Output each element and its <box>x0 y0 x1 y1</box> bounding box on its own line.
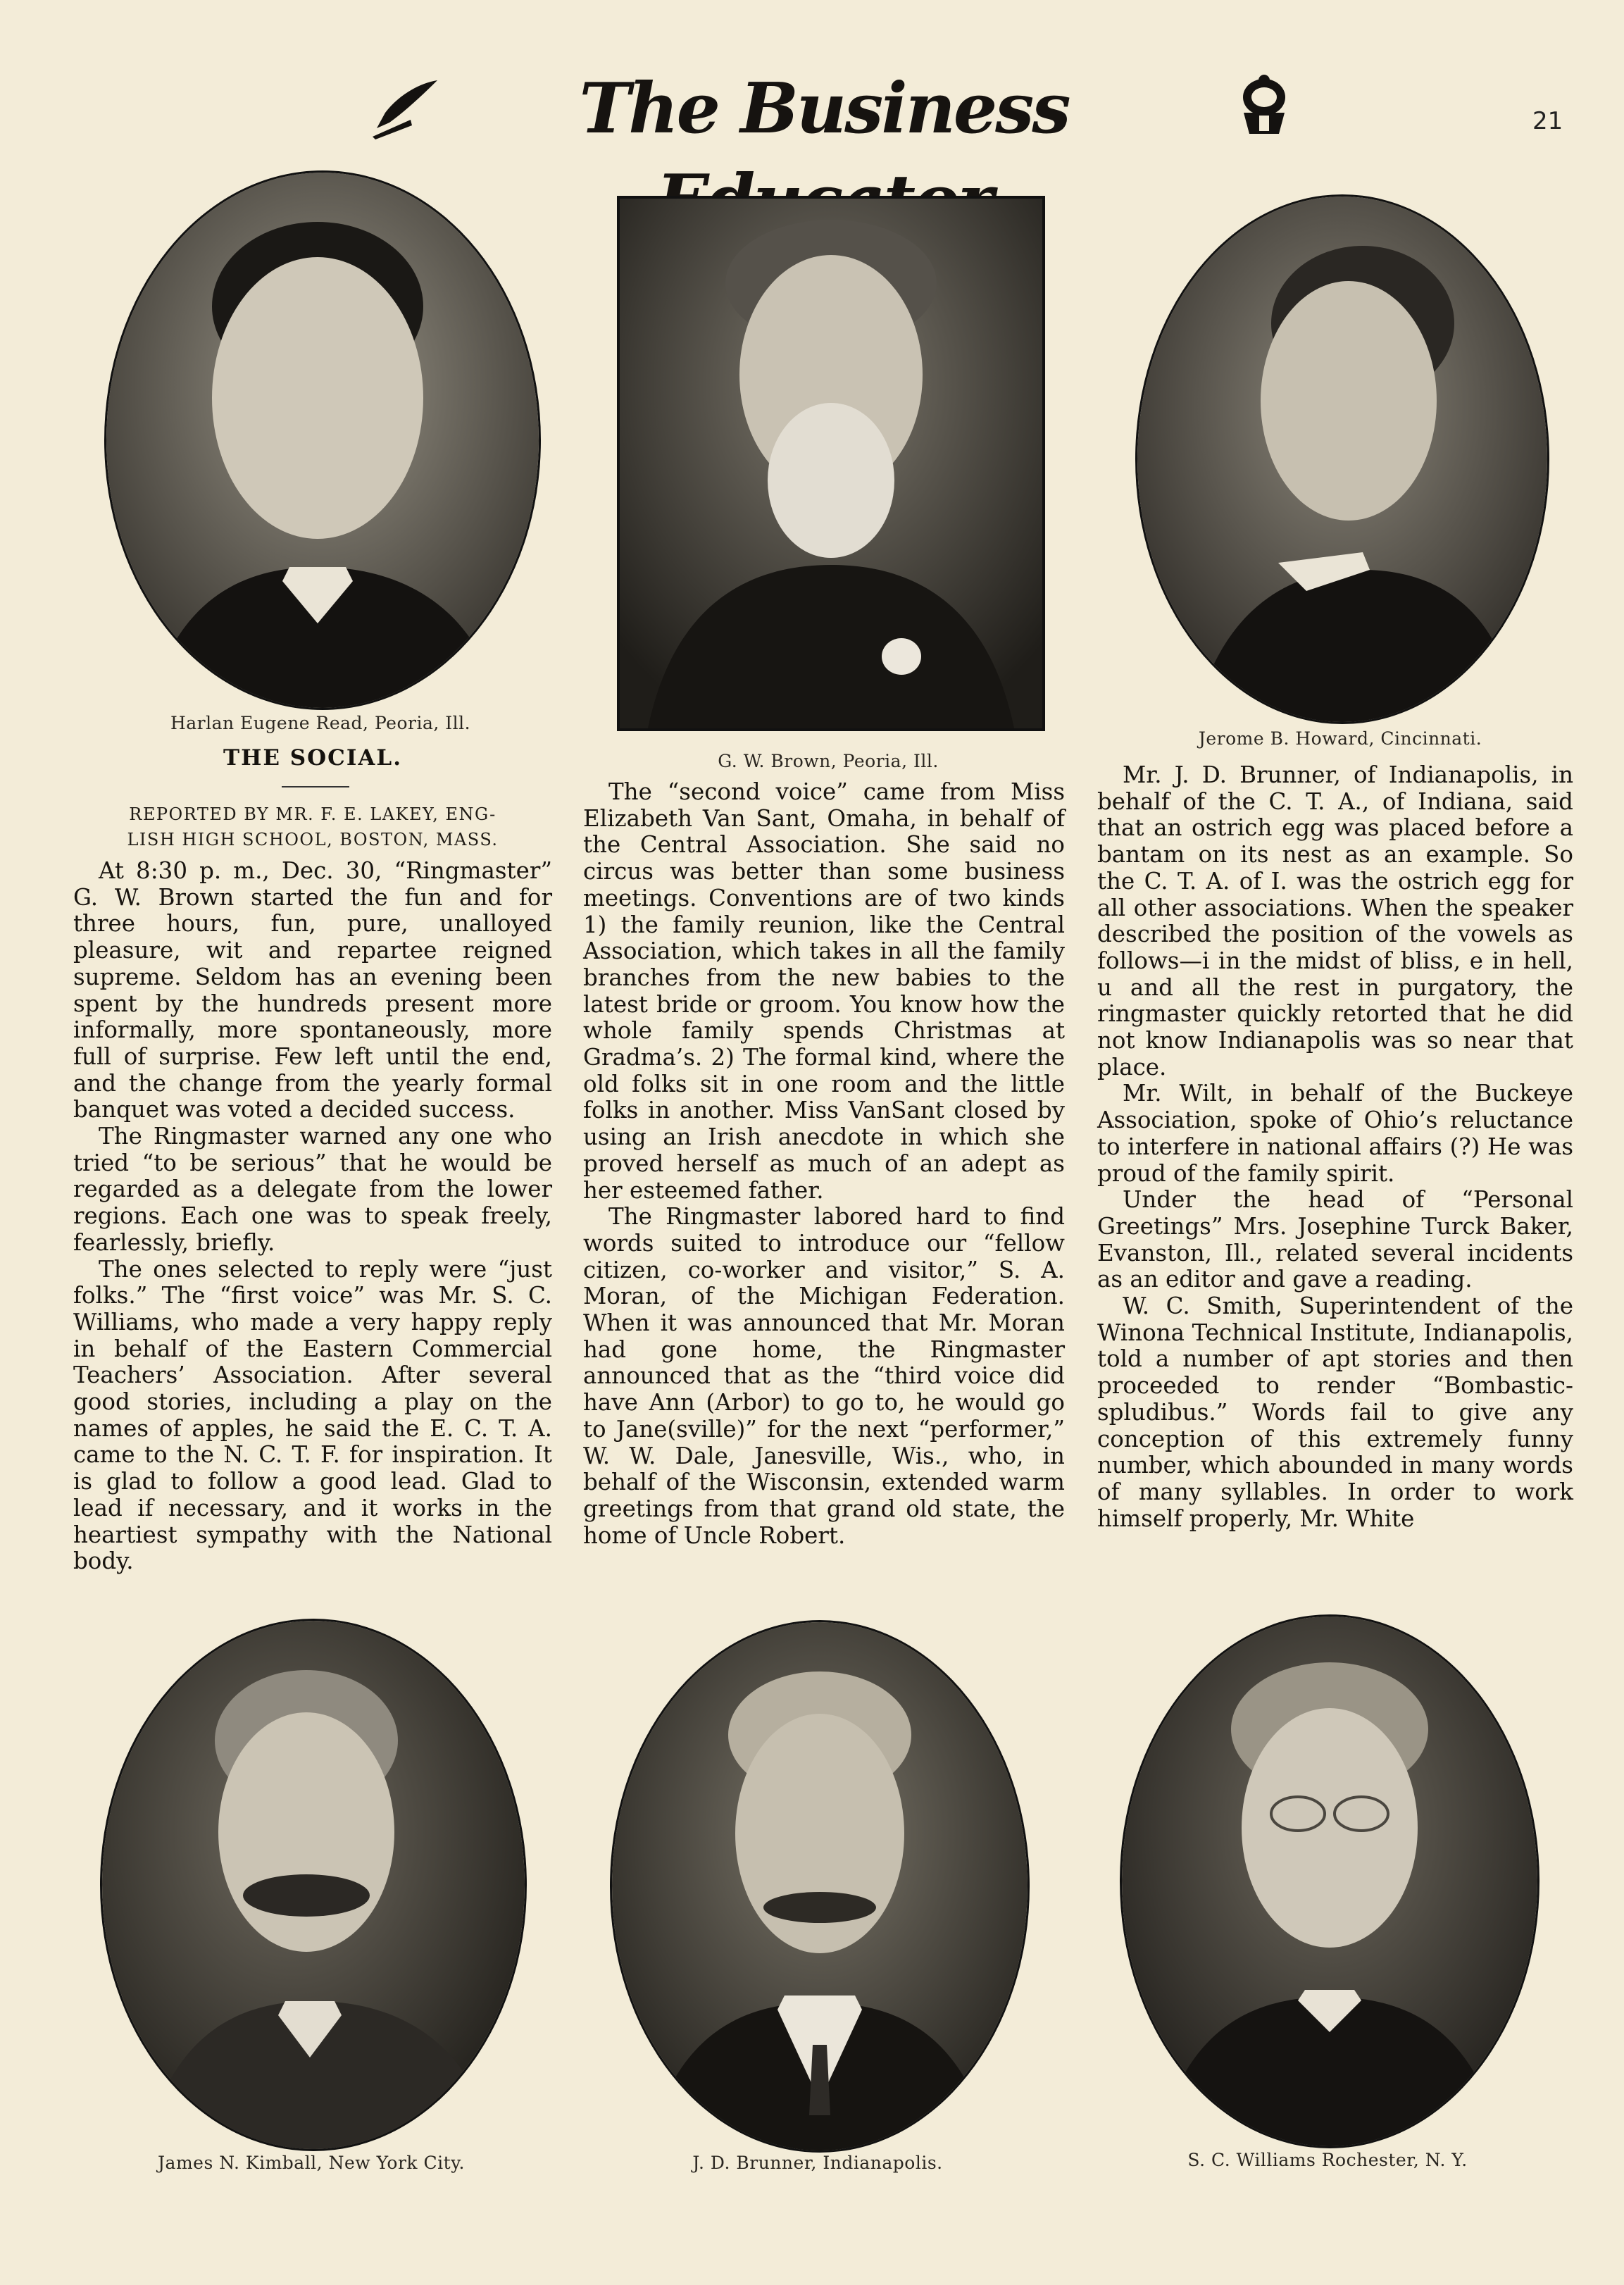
portrait-howard <box>1135 194 1549 724</box>
paragraph: W. C. Smith, Superintendent of the Winona Technical Institute, Indianapolis, told a number of apt stories and then proceeded to render “Bombastic-spludibus.” Words fail to give any conception of this extremely funny number, which abounded in many words of many syllables. In order to work himself properly, Mr. White <box>1097 1293 1573 1532</box>
portrait-read <box>104 170 541 710</box>
emblem-icon <box>1234 73 1294 138</box>
caption-howard: Jerome B. Howard, Cincinnati. <box>1198 728 1482 749</box>
paragraph: Mr. J. D. Brunner, of Indianapolis, in behalf of the C. T. A., of Indiana, said that an ostrich egg was placed before a bantam on its nest as an example. So the C. T. A. of I. was the ostrich egg for all other associations. When the speaker described the position of the vowels as follows—i in the midst of bliss, e in hell, u and all the rest in purgatory, the ringmaster quickly retorted that he did not know Indianapolis was so near that place. <box>1097 761 1573 1081</box>
heading-rule <box>282 786 349 787</box>
paragraph: The Ringmaster warned any one who tried “to be serious” that he would be regarded as a delegate from the lower regions. Each one was to speak freely, fearlessly, briefly. <box>73 1123 552 1256</box>
paragraph: The ones selected to reply were “just folks.” The “first voice” was Mr. S. C. Williams, who made a very happy reply in behalf of the Eastern Commercial Teachers’ Association. After several good stories, including a play on the names of apples, he said the E. C. T. A. came to the N. C. T. F. for inspiration. It is glad to follow a good lead. Glad to lead if necessary, and it works in the heartiest sympathy with the National body. <box>73 1255 552 1575</box>
byline-line-2: LISH HIGH SCHOOL, BOSTON, MASS. <box>127 830 499 849</box>
caption-brunner: J. D. Brunner, Indianapolis. <box>692 2153 943 2173</box>
caption-brown: G. W. Brown, Peoria, Ill. <box>718 751 939 771</box>
article-column-2 <box>583 779 1065 1549</box>
paragraph: The “second voice” came from Miss Elizabeth Van Sant, Omaha, in behalf of the Central Association. She said no circus was better than some business meetings. Conventions are of two kinds 1) the family reunion, like the Central Association, which takes in all the family branches from the new babies to the latest bride or groom. You know how the whole family spends Christmas at Gradma’s. 2) The formal kind, where the old folks sit in one room and the little folks in another. Miss VanSant closed by using an Irish anecdote in which she proved herself as much of an adept as her esteemed father. <box>583 778 1065 1204</box>
portrait-williams <box>1120 1614 1539 2148</box>
caption-read: Harlan Eugene Read, Peoria, Ill. <box>170 713 471 733</box>
page-number: 21 <box>1532 107 1563 135</box>
portrait-brunner <box>610 1620 1030 2153</box>
portrait-kimball <box>100 1619 527 2151</box>
paragraph: At 8:30 p. m., Dec. 30, “Ringmaster” G. W. Brown started the fun and for three hours, fun, pure, unalloyed pleasure, wit and repartee reigned supreme. Seldom has an evening been spent by the hundreds present more informally, more spontaneously, more full of surprise. Few left until the end, and the change from the yearly formal banquet was voted a decided success. <box>73 857 552 1123</box>
article-column-3 <box>1097 762 1573 1532</box>
masthead-title: The Business <box>579 68 1069 149</box>
paragraph: Mr. Wilt, in behalf of the Buckeye Association, spoke of Ohio’s reluctance to interfere in national affairs (?) He was proud of the family spirit. <box>1097 1080 1573 1187</box>
article-column-1 <box>73 858 552 1575</box>
byline-line-1: REPORTED BY MR. F. E. LAKEY, ENG- <box>129 804 496 824</box>
quill-pen-icon <box>370 76 440 139</box>
portrait-brown <box>617 196 1045 731</box>
caption-williams: S. C. Williams Rochester, N. Y. <box>1187 2150 1468 2170</box>
paragraph: Under the head of “Personal Greetings” Mrs. Josephine Turck Baker, Evanston, Ill., related several incidents as an editor and gave a reading. <box>1097 1186 1573 1293</box>
paragraph: The Ringmaster labored hard to find words suited to introduce our “fellow citizen, co-worker and visitor,” S. A. Moran, of the Michigan Federation. When it was announced that Mr. Moran had gone home, the Ringmaster announced that as the “third voice did have Ann (Arbor) to go to, he would go to Jane(sville)” for the next “performer,” W. W. Dale, Janesville, Wis., who, in behalf of the Wisconsin, extended warm greetings from that grand old state, the home of Uncle Robert. <box>583 1203 1065 1549</box>
article-heading: THE SOCIAL. <box>223 745 402 771</box>
caption-kimball: James N. Kimball, New York City. <box>158 2153 465 2173</box>
masthead <box>0 63 1624 155</box>
